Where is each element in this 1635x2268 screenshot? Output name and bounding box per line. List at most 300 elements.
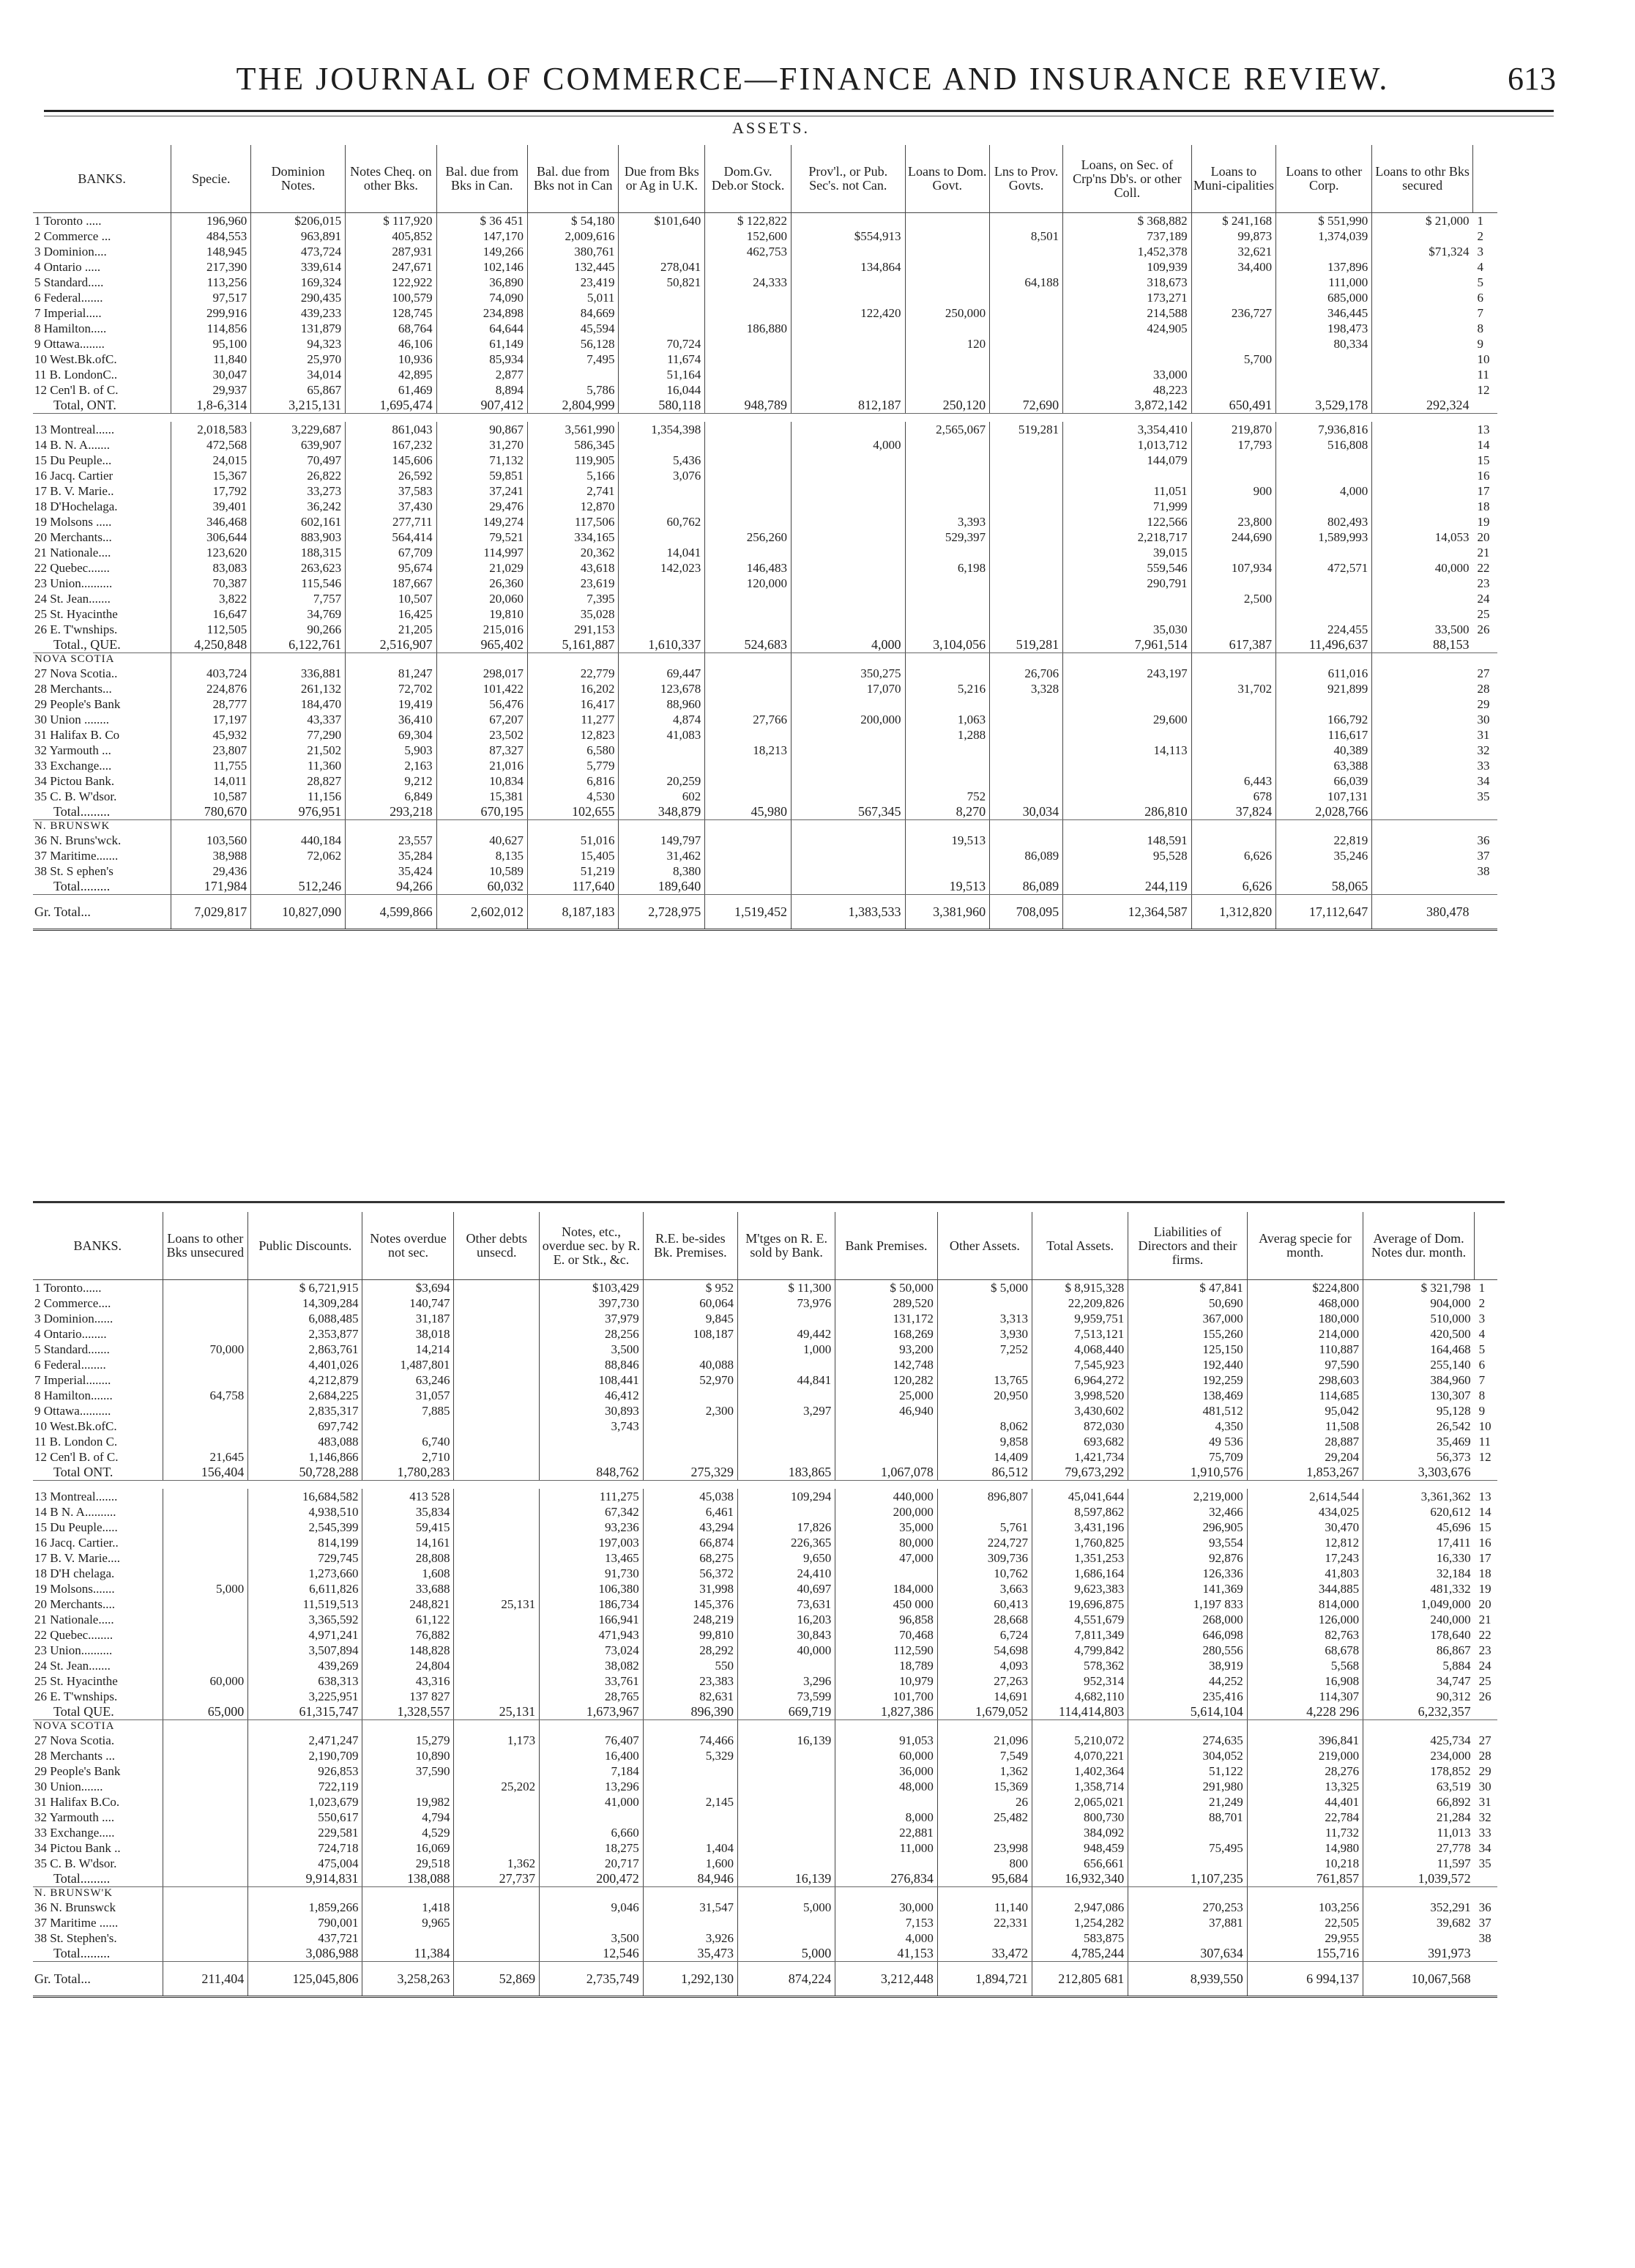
value-cell: 396,841: [1247, 1733, 1363, 1748]
value-cell: 3,431,196: [1032, 1520, 1128, 1535]
value-cell: [454, 1915, 540, 1930]
value-cell: $103,429: [540, 1280, 644, 1296]
value-cell: 8,062: [937, 1419, 1032, 1434]
value-cell: [1063, 727, 1192, 743]
value-cell: [1276, 468, 1372, 483]
value-cell: 7,961,514: [1063, 637, 1192, 653]
value-cell: 36,242: [251, 499, 346, 514]
value-cell: [163, 1627, 248, 1643]
value-cell: 693,682: [1032, 1434, 1128, 1449]
value-cell: 95,042: [1247, 1403, 1363, 1419]
value-cell: 168,269: [835, 1326, 938, 1342]
value-cell: 7,029,817: [171, 895, 251, 930]
value-cell: 111,275: [540, 1489, 644, 1504]
spacer-cell: [33, 1481, 1497, 1490]
value-cell: 56,373: [1363, 1449, 1475, 1465]
value-cell: 293,218: [346, 804, 436, 820]
row-number-cell: 24: [1478, 1659, 1491, 1673]
row-number-cell: 20: [1478, 1597, 1491, 1611]
value-cell: 74,466: [643, 1733, 737, 1748]
row-number-cell: 31: [1477, 728, 1490, 742]
bank-name-cell: 26 E. T'wnships.: [34, 1689, 118, 1703]
value-cell: 109,939: [1063, 259, 1192, 275]
row-number-cell: 20: [1477, 530, 1490, 544]
value-cell: 149,266: [436, 244, 527, 259]
value-cell: [1372, 712, 1473, 727]
value-cell: [705, 727, 792, 743]
value-cell: 7,549: [937, 1748, 1032, 1763]
value-cell: 22,779: [528, 666, 619, 681]
row-number-cell: 15: [1477, 453, 1490, 467]
value-cell: 1,600: [643, 1856, 737, 1871]
value-cell: 16,139: [737, 1871, 835, 1887]
value-cell: 60,762: [619, 514, 705, 529]
value-cell: 6,198: [905, 560, 990, 576]
value-cell: 8,501: [990, 228, 1063, 244]
value-cell: [990, 712, 1063, 727]
value-cell: 1,312,820: [1191, 895, 1276, 930]
value-cell: 780,670: [171, 804, 251, 820]
value-cell: 148,828: [362, 1643, 454, 1658]
value-cell: 255,140: [1363, 1357, 1475, 1372]
value-cell: 52,869: [454, 1962, 540, 1997]
value-cell: 2,565,067: [905, 422, 990, 437]
value-cell: 114,307: [1247, 1689, 1363, 1704]
value-cell: [791, 321, 905, 336]
value-cell: [454, 1689, 540, 1704]
value-cell: 27,778: [1363, 1840, 1475, 1856]
total-row: [33, 804, 1497, 820]
value-cell: 138,088: [362, 1871, 454, 1887]
value-cell: [454, 1372, 540, 1388]
value-cell: 921,899: [1276, 681, 1372, 696]
value-cell: [1276, 244, 1372, 259]
table-row: [33, 1930, 1497, 1946]
value-cell: 43,316: [362, 1673, 454, 1689]
value-cell: 27,766: [705, 712, 792, 727]
value-cell: 380,478: [1372, 895, 1473, 930]
bank-name-cell: 28 Merchants ...: [34, 1749, 116, 1763]
value-cell: 11,508: [1247, 1419, 1363, 1434]
value-cell: [990, 560, 1063, 576]
column-header: Loans, on Sec. of Crp'ns Db's. or other Coll.: [1063, 145, 1192, 213]
value-cell: [540, 1449, 644, 1465]
value-cell: 15,381: [436, 789, 527, 804]
bank-name-cell: 37 Maritime.......: [34, 849, 119, 863]
value-cell: 814,000: [1247, 1596, 1363, 1612]
value-cell: 790,001: [248, 1915, 362, 1930]
table-row: [33, 606, 1497, 622]
value-cell: 2,028,766: [1276, 804, 1372, 820]
value-cell: 307,634: [1128, 1946, 1248, 1962]
value-cell: [737, 1825, 835, 1840]
bank-name-cell: 12 Cen'l B. of C.: [34, 383, 119, 397]
bank-name-cell: 23 Union..........: [34, 1643, 113, 1657]
value-cell: [791, 468, 905, 483]
value-cell: 178,640: [1363, 1627, 1475, 1643]
value-cell: [454, 1810, 540, 1825]
table-row: [33, 591, 1497, 606]
value-cell: 19,810: [436, 606, 527, 622]
column-header: Bal. due from Bks in Can.: [436, 145, 527, 213]
value-cell: 7,757: [251, 591, 346, 606]
value-cell: 2,835,317: [248, 1403, 362, 1419]
value-cell: 166,792: [1276, 712, 1372, 727]
value-cell: [619, 820, 705, 833]
bank-name-cell: 25 St. Hyacinthe: [34, 607, 118, 621]
value-cell: 8,000: [835, 1810, 938, 1825]
group-heading-row: [33, 1720, 1497, 1733]
value-cell: 2,500: [1191, 591, 1276, 606]
value-cell: 14,409: [937, 1449, 1032, 1465]
value-cell: 4,551,679: [1032, 1612, 1128, 1627]
value-cell: [619, 576, 705, 591]
value-cell: [791, 696, 905, 712]
value-cell: [1372, 696, 1473, 712]
value-cell: 95,674: [346, 560, 436, 576]
value-cell: 5,329: [643, 1748, 737, 1763]
value-cell: 1,383,533: [791, 895, 905, 930]
value-cell: 28,276: [1247, 1763, 1363, 1779]
value-cell: [1191, 758, 1276, 773]
value-cell: [1191, 653, 1276, 666]
value-cell: [163, 1915, 248, 1930]
value-cell: 35,424: [346, 863, 436, 879]
value-cell: 75,495: [1128, 1840, 1248, 1856]
value-cell: 164,468: [1363, 1342, 1475, 1357]
value-cell: 10,834: [436, 773, 527, 789]
value-cell: 299,916: [171, 305, 251, 321]
bank-name-cell: Total., QUE.: [33, 637, 171, 653]
table-row: [33, 468, 1497, 483]
value-cell: 45,980: [705, 804, 792, 820]
value-cell: 6,740: [362, 1434, 454, 1449]
value-cell: [835, 1434, 938, 1449]
value-cell: 35,030: [1063, 622, 1192, 637]
value-cell: [643, 1342, 737, 1357]
value-cell: 4,212,879: [248, 1372, 362, 1388]
value-cell: 40,000: [737, 1643, 835, 1658]
value-cell: 119,905: [528, 453, 619, 468]
value-cell: [1191, 696, 1276, 712]
value-cell: [619, 228, 705, 244]
value-cell: [163, 1930, 248, 1946]
value-cell: [905, 606, 990, 622]
bank-name-cell: 31 Halifax B. Co: [34, 728, 120, 742]
value-cell: [791, 591, 905, 606]
value-cell: 145,606: [346, 453, 436, 468]
value-cell: [619, 321, 705, 336]
value-cell: [163, 1357, 248, 1372]
value-cell: 66,892: [1363, 1794, 1475, 1810]
value-cell: 111,000: [1276, 275, 1372, 290]
value-cell: 93,200: [835, 1342, 938, 1357]
value-cell: 41,000: [540, 1794, 644, 1810]
value-cell: 115,546: [251, 576, 346, 591]
value-cell: 196,960: [171, 213, 251, 229]
table-row: [33, 1295, 1497, 1311]
row-number-cell: 30: [1478, 1780, 1491, 1793]
value-cell: 287,931: [346, 244, 436, 259]
value-cell: 5,000: [163, 1581, 248, 1596]
value-cell: [1372, 576, 1473, 591]
bank-name-cell: 27 Nova Scotia.: [34, 1733, 115, 1747]
value-cell: [1276, 499, 1372, 514]
table-row: [33, 1357, 1497, 1372]
value-cell: [1276, 367, 1372, 382]
value-cell: 229,581: [248, 1825, 362, 1840]
value-cell: [791, 743, 905, 758]
value-cell: 68,275: [643, 1550, 737, 1566]
bank-name-cell: 21 Nationale.....: [34, 1613, 114, 1626]
value-cell: [619, 499, 705, 514]
value-cell: 61,122: [362, 1612, 454, 1627]
total-row: [33, 1871, 1497, 1887]
value-cell: 3,743: [540, 1419, 644, 1434]
value-cell: 298,017: [436, 666, 527, 681]
value-cell: 107,934: [1191, 560, 1276, 576]
value-cell: $ 36 451: [436, 213, 527, 229]
row-number-cell: [1475, 1946, 1497, 1962]
value-cell: 37,824: [1191, 804, 1276, 820]
value-cell: 17,411: [1363, 1535, 1475, 1550]
value-cell: [1372, 681, 1473, 696]
value-cell: 7,153: [835, 1915, 938, 1930]
value-cell: 125,045,806: [248, 1962, 362, 1997]
value-cell: 184,470: [251, 696, 346, 712]
value-cell: 243,197: [1063, 666, 1192, 681]
value-cell: [937, 1357, 1032, 1372]
value-cell: 34,769: [251, 606, 346, 622]
value-cell: 97,517: [171, 290, 251, 305]
value-cell: 26,360: [436, 576, 527, 591]
value-cell: 30,000: [835, 1900, 938, 1915]
value-cell: [454, 1673, 540, 1689]
value-cell: [990, 305, 1063, 321]
value-cell: 670,195: [436, 804, 527, 820]
value-cell: [705, 879, 792, 895]
value-cell: 524,683: [705, 637, 792, 653]
value-cell: 6,580: [528, 743, 619, 758]
value-cell: 101,700: [835, 1689, 938, 1704]
bank-name-cell: 33 Exchange.....: [34, 1826, 115, 1840]
value-cell: [905, 290, 990, 305]
value-cell: $ 241,168: [1191, 213, 1276, 229]
value-cell: 38,988: [171, 848, 251, 863]
value-cell: $ 6,721,915: [248, 1280, 362, 1296]
value-cell: 952,314: [1032, 1673, 1128, 1689]
row-number-cell: [1475, 1720, 1497, 1733]
value-cell: 484,553: [171, 228, 251, 244]
value-cell: [1063, 696, 1192, 712]
value-cell: 976,951: [251, 804, 346, 820]
value-cell: 66,039: [1276, 773, 1372, 789]
table-row: [33, 1566, 1497, 1581]
value-cell: [1372, 453, 1473, 468]
bank-name-cell: 9 Ottawa..........: [34, 1404, 111, 1418]
value-cell: 200,000: [791, 712, 905, 727]
value-cell: [1372, 352, 1473, 367]
value-cell: 184,000: [835, 1581, 938, 1596]
value-cell: 95,128: [1363, 1403, 1475, 1419]
value-cell: [990, 514, 1063, 529]
value-cell: 73,976: [737, 1295, 835, 1311]
value-cell: 19,419: [346, 696, 436, 712]
value-cell: 550,617: [248, 1810, 362, 1825]
value-cell: 37,430: [346, 499, 436, 514]
value-cell: [1372, 422, 1473, 437]
value-cell: 35,473: [643, 1946, 737, 1962]
value-cell: 1,910,576: [1128, 1465, 1248, 1481]
value-cell: 247,671: [346, 259, 436, 275]
value-cell: 86,867: [1363, 1643, 1475, 1658]
value-cell: 28,765: [540, 1689, 644, 1704]
value-cell: [705, 437, 792, 453]
value-cell: [454, 1520, 540, 1535]
value-cell: [791, 499, 905, 514]
value-cell: [1063, 820, 1192, 833]
value-cell: 7,936,816: [1276, 422, 1372, 437]
value-cell: 872,030: [1032, 1419, 1128, 1434]
value-cell: 4,599,866: [346, 895, 436, 930]
table-row: [33, 1372, 1497, 1388]
value-cell: 16,647: [171, 606, 251, 622]
value-cell: 24,410: [737, 1566, 835, 1581]
table-row: [33, 1326, 1497, 1342]
value-cell: 126,336: [1128, 1566, 1248, 1581]
value-cell: 38,082: [540, 1658, 644, 1673]
value-cell: [835, 1566, 938, 1581]
value-cell: 112,505: [171, 622, 251, 637]
bank-name-cell: 35 C. B. W'dsor.: [34, 789, 117, 803]
row-number-cell: 37: [1478, 1916, 1491, 1930]
value-cell: [737, 1748, 835, 1763]
value-cell: 87,327: [436, 743, 527, 758]
value-cell: 602: [619, 789, 705, 804]
value-cell: 296,905: [1128, 1520, 1248, 1535]
value-cell: [454, 1825, 540, 1840]
value-cell: 219,870: [1191, 422, 1276, 437]
value-cell: [1372, 789, 1473, 804]
value-cell: 3,225,951: [248, 1689, 362, 1704]
table-row: [33, 1825, 1497, 1840]
column-header: Loans to other Bks unsecured: [163, 1212, 248, 1280]
value-cell: 214,588: [1063, 305, 1192, 321]
value-cell: 22,505: [1247, 1915, 1363, 1930]
column-header: Total Assets.: [1032, 1212, 1128, 1280]
value-cell: 948,789: [705, 398, 792, 414]
value-cell: 261,132: [251, 681, 346, 696]
value-cell: [643, 1887, 737, 1900]
value-cell: 276,834: [835, 1871, 938, 1887]
value-cell: 1,173: [454, 1733, 540, 1748]
value-cell: [1372, 437, 1473, 453]
bank-name-cell: 18 D'Hochelaga.: [34, 499, 118, 513]
value-cell: 214,000: [1247, 1326, 1363, 1342]
value-cell: [937, 1930, 1032, 1946]
value-cell: 144,079: [1063, 453, 1192, 468]
value-cell: 6,626: [1191, 879, 1276, 895]
value-cell: [454, 1434, 540, 1449]
value-cell: [643, 1810, 737, 1825]
value-cell: [990, 213, 1063, 229]
value-cell: 656,661: [1032, 1856, 1128, 1871]
value-cell: 529,397: [905, 529, 990, 545]
value-cell: [705, 653, 792, 666]
value-cell: 2,219,000: [1128, 1489, 1248, 1504]
value-cell: 37,979: [540, 1311, 644, 1326]
value-cell: 722,119: [248, 1779, 362, 1794]
value-cell: 274,635: [1128, 1733, 1248, 1748]
value-cell: 420,500: [1363, 1326, 1475, 1342]
value-cell: [643, 1449, 737, 1465]
column-header: [1475, 1212, 1497, 1280]
value-cell: [937, 1825, 1032, 1840]
bank-name-cell: 24 St. Jean.......: [34, 592, 111, 606]
value-cell: [163, 1596, 248, 1612]
value-cell: 23,383: [643, 1673, 737, 1689]
value-cell: [905, 367, 990, 382]
value-cell: [905, 499, 990, 514]
value-cell: [1372, 591, 1473, 606]
value-cell: [791, 290, 905, 305]
bank-name-cell: 22 Quebec........: [34, 1628, 113, 1642]
value-cell: 1,610,337: [619, 637, 705, 653]
value-cell: 32,184: [1363, 1566, 1475, 1581]
value-cell: 883,903: [251, 529, 346, 545]
value-cell: 72,702: [346, 681, 436, 696]
value-cell: 81,247: [346, 666, 436, 681]
page-number: 613: [1508, 61, 1556, 97]
value-cell: 7,395: [528, 591, 619, 606]
value-cell: 20,717: [540, 1856, 644, 1871]
row-number-cell: 38: [1477, 864, 1490, 878]
value-cell: 90,312: [1363, 1689, 1475, 1704]
value-cell: [990, 743, 1063, 758]
value-cell: 473,724: [251, 244, 346, 259]
value-cell: [619, 290, 705, 305]
value-cell: [1276, 606, 1372, 622]
value-cell: [163, 1840, 248, 1856]
value-cell: 472,571: [1276, 560, 1372, 576]
row-number-cell: 26: [1478, 1689, 1491, 1703]
value-cell: [1372, 228, 1473, 244]
bank-name-cell: 16 Jacq. Cartier..: [34, 1536, 119, 1550]
value-cell: [454, 1748, 540, 1763]
value-cell: [990, 591, 1063, 606]
value-cell: 167,232: [346, 437, 436, 453]
value-cell: 4,000: [835, 1930, 938, 1946]
value-cell: [454, 1794, 540, 1810]
row-number-cell: 10: [1478, 1419, 1491, 1433]
value-cell: [1363, 1887, 1475, 1900]
value-cell: [905, 545, 990, 560]
value-cell: [163, 1794, 248, 1810]
column-header: Loans to other Corp.: [1276, 145, 1372, 213]
value-cell: 510,000: [1363, 1311, 1475, 1326]
value-cell: 60,032: [436, 879, 527, 895]
table-row: [33, 696, 1497, 712]
value-cell: [362, 1887, 454, 1900]
total-row: [33, 879, 1497, 895]
value-cell: 112,590: [835, 1643, 938, 1658]
value-cell: 40,389: [1276, 743, 1372, 758]
value-cell: [705, 848, 792, 863]
bank-name-cell: Total.........: [33, 1871, 163, 1887]
value-cell: 114,414,803: [1032, 1704, 1128, 1720]
value-cell: 72,690: [990, 398, 1063, 414]
value-cell: [454, 1295, 540, 1311]
